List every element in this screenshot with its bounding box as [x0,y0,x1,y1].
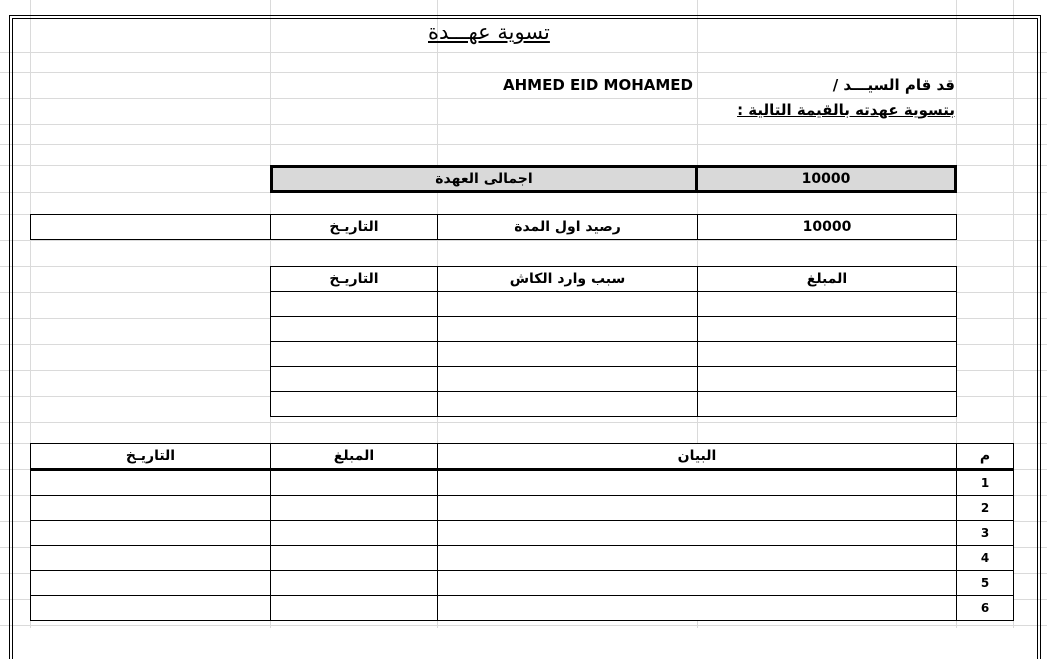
row-number: 4 [957,546,1014,571]
cell[interactable] [271,571,438,596]
cell[interactable] [271,521,438,546]
total-custody-table [270,165,957,193]
cell[interactable] [31,521,271,546]
opening-balance-table [30,214,957,240]
cell[interactable] [271,342,438,367]
header-amount: المبلغ [698,267,957,292]
cell[interactable] [31,546,271,571]
expenses-table [30,443,1014,621]
person-name: AHMED EID MOHAMED [503,76,693,94]
cell[interactable] [271,596,438,621]
cell[interactable] [438,470,957,496]
cell[interactable] [438,571,957,596]
cell[interactable] [31,496,271,521]
total-custody-value: 10000 [697,167,956,192]
total-custody-label: اجمالى العهدة [272,167,697,192]
opening-date-label: التاريـخ [271,215,438,240]
header-cash-reason: سبب وارد الكاش [438,267,698,292]
table-row [271,392,957,417]
row-number: 3 [957,521,1014,546]
table-row [31,496,1014,521]
cell[interactable] [438,596,957,621]
table-row [271,367,957,392]
table-header-row [31,444,1014,470]
cell[interactable] [31,470,271,496]
cell[interactable] [271,392,438,417]
opening-date-value[interactable] [31,215,271,240]
header-no: م [957,444,1014,470]
cell[interactable] [271,292,438,317]
cell[interactable] [271,546,438,571]
header-amount: المبلغ [271,444,438,470]
table-row [31,546,1014,571]
cell[interactable] [271,470,438,496]
cell[interactable] [698,342,957,367]
cell[interactable] [698,392,957,417]
table-row [31,571,1014,596]
cell[interactable] [438,367,698,392]
table-row [31,521,1014,546]
table-header-row [271,267,957,292]
cell[interactable] [31,571,271,596]
cash-in-table [270,266,957,417]
cell[interactable] [271,496,438,521]
table-row [271,342,957,367]
row-number: 2 [957,496,1014,521]
row-number: 1 [957,470,1014,496]
opening-balance-label: رصيد اول المدة [438,215,698,240]
cell[interactable] [438,342,698,367]
row-number: 6 [957,596,1014,621]
header-date: التاريـخ [31,444,271,470]
cell[interactable] [31,596,271,621]
intro-line2: بتسوية عهدته بالقيمة التالية : [737,101,955,119]
cell[interactable] [271,317,438,342]
header-date: التاريـخ [271,267,438,292]
cell[interactable] [438,392,698,417]
cell[interactable] [438,546,957,571]
cell[interactable] [698,292,957,317]
table-row [31,470,1014,496]
cell[interactable] [271,367,438,392]
intro-label: قد قام السيـــد / [832,76,955,94]
cell[interactable] [438,317,698,342]
cell[interactable] [438,521,957,546]
cell[interactable] [698,367,957,392]
row-number: 5 [957,571,1014,596]
table-row [31,596,1014,621]
opening-balance-value[interactable]: 10000 [698,215,957,240]
header-description: البيان [438,444,957,470]
table-row [271,292,957,317]
cell[interactable] [698,317,957,342]
cell[interactable] [438,496,957,521]
cell[interactable] [438,292,698,317]
table-row [271,317,957,342]
document-title: تسوية عهـــدة [428,20,550,44]
